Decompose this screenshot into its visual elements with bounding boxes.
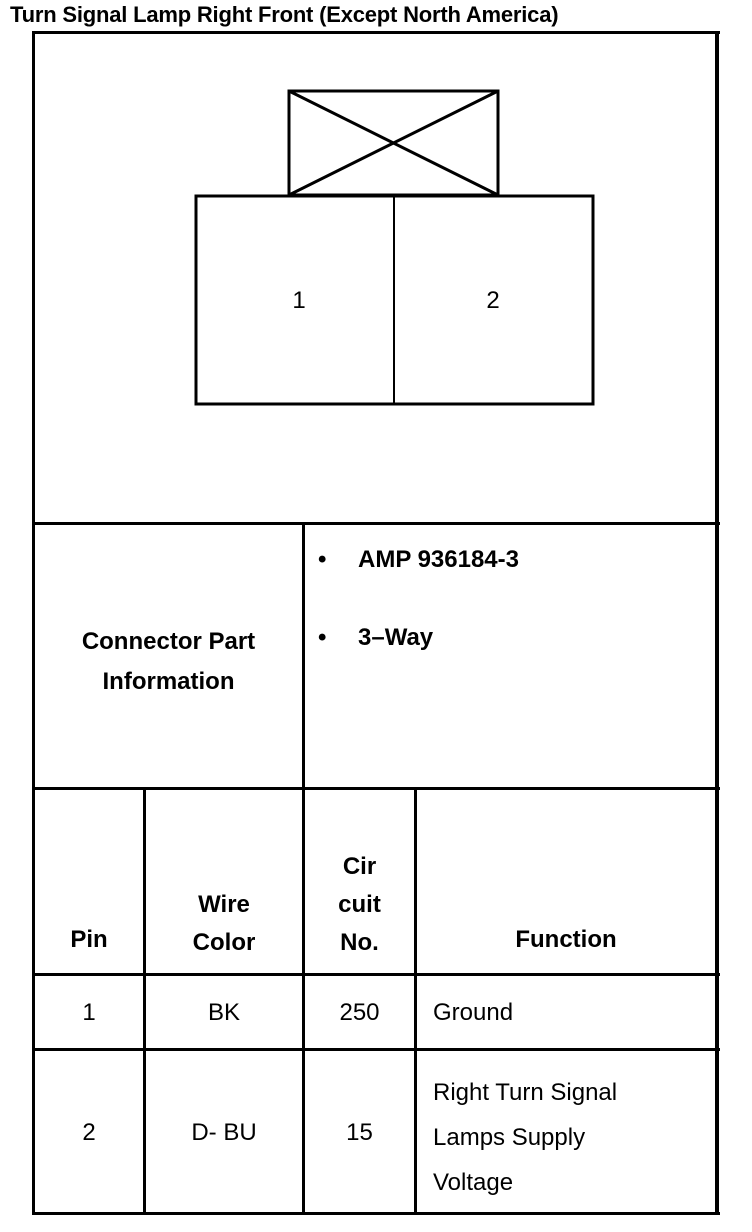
row1-function: Ground bbox=[433, 999, 514, 1026]
cavity-label-2: 2 bbox=[486, 287, 500, 314]
header-wire-color-line1: Wire bbox=[198, 891, 250, 918]
row2-function bbox=[433, 1070, 617, 1205]
page-title: Turn Signal Lamp Right Front (Except North America) bbox=[10, 2, 559, 27]
header-circuit bbox=[305, 848, 414, 962]
cavity-count: 3–Way bbox=[358, 624, 434, 651]
header-circuit-line3: No. bbox=[340, 929, 379, 956]
row2-pin: 2 bbox=[82, 1119, 96, 1146]
row2-circuit: 15 bbox=[346, 1119, 373, 1146]
row1-circuit: 250 bbox=[339, 999, 380, 1026]
part-info-label bbox=[35, 622, 302, 702]
bullet: • bbox=[318, 546, 327, 573]
row2-function-line1: Right Turn Signal bbox=[433, 1079, 618, 1106]
row2-function-line2: Lamps Supply bbox=[433, 1124, 586, 1151]
header-circuit-line1: Cir bbox=[342, 853, 377, 880]
part-number: AMP 936184-3 bbox=[358, 546, 519, 573]
header-wire-color-line2: Color bbox=[192, 929, 256, 956]
row2-function-line3: Voltage bbox=[433, 1169, 514, 1196]
cavity-label-1: 1 bbox=[292, 287, 306, 314]
row1-wire-color: BK bbox=[207, 999, 240, 1026]
row1-pin: 1 bbox=[82, 999, 96, 1026]
header-wire-color bbox=[146, 886, 302, 962]
header-function: Function bbox=[515, 926, 617, 953]
part-info-label-line1: Connector Part bbox=[81, 628, 256, 655]
header-pin: Pin bbox=[70, 926, 108, 953]
row2-wire-color: D- BU bbox=[191, 1119, 257, 1146]
header-circuit-line2: cuit bbox=[338, 891, 381, 918]
part-info-label-line2: Information bbox=[102, 668, 235, 695]
bullet: • bbox=[318, 624, 327, 651]
